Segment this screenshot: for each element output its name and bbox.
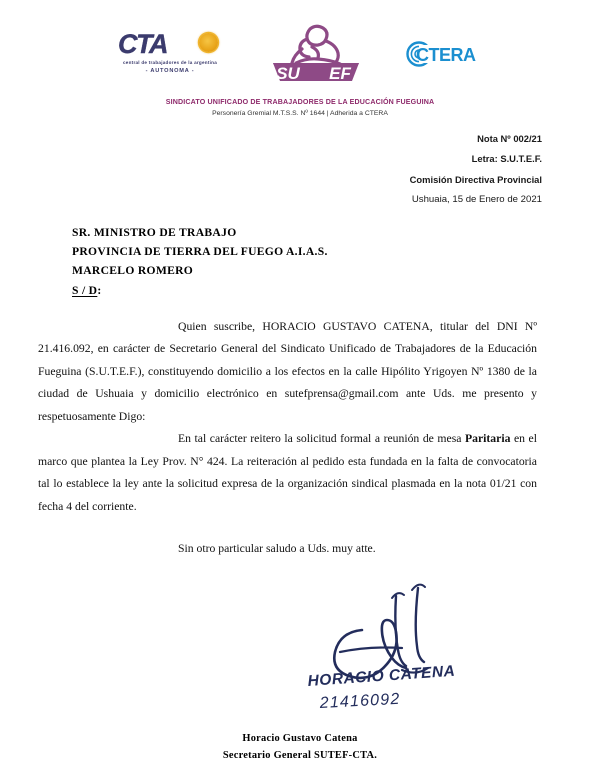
- body-paragraph-2: [38, 428, 537, 518]
- handwritten-dni-text: 21416092: [319, 691, 401, 713]
- nota-number: Nota Nº 002/21: [477, 133, 542, 144]
- letterhead-org-subtitle: Personería Gremial M.T.S.S. Nº 1644 | Adherida a CTERA: [212, 110, 388, 117]
- addressee-line-1: SR. MINISTRO DE TRABAJO: [72, 225, 237, 239]
- handwritten-name-text: HORACIO CATENA: [307, 663, 456, 691]
- sun-icon: [199, 33, 218, 52]
- place-and-date: Ushuaia, 15 de Enero de 2021: [411, 194, 542, 206]
- paritaria-emphasis: Paritaria: [464, 432, 511, 446]
- addressee-line-2: PROVINCIA DE TIERRA DEL FUEGO A.I.A.S.: [72, 244, 328, 258]
- addressee-sd-underlined: S / D: [72, 283, 98, 297]
- signature-area: [0, 574, 600, 724]
- letra-line: Letra: S.U.T.E.F.: [471, 153, 542, 165]
- body-paragraph-1: Quien suscribe, HORACIO GUSTAVO CATENA, titular del DNI Nº 21.416.092, en carácter de Secretario General del Sindicato Unificado de Trabajadores de la Educación Fueguina (S.U.T.E.F.), constituyendo domicilio a los efectos en la calle Hipólito Yrigoyen Nº 1380 de la ciudad de Ushuaia y domicilio electrónico en sutefprensa@gmail.com ante Uds. me presento y respetuosamente Digo:: [38, 319, 537, 423]
- reference-block: [0, 134, 600, 205]
- body-paragraph-2-pre: En tal carácter reitero la solicitud formal a reunión de mesa: [178, 432, 465, 446]
- cta-logo: [114, 30, 226, 78]
- cta-logo-subtitle-2: - AUTONOMA -: [145, 68, 195, 74]
- sutef-logo-text-right: EF: [329, 64, 351, 83]
- addressee-line-3: MARCELO ROMERO: [72, 263, 194, 277]
- cta-logo-wordmark: CTA: [118, 29, 167, 59]
- ctera-logo: [406, 41, 486, 67]
- body-paragraph-2-post: en el marco que plantea la Ley Prov. N° 424. La reiteración al pedido esta fundada en la falta de convocatoria tal lo establece la ley ante la solicitud expresa de la organización sindical plasmada en la nota 01/21 con fecha 4 del corriente.: [38, 432, 537, 513]
- signature-footer: [0, 730, 600, 764]
- comision-line: Comisión Directiva Provincial: [409, 173, 542, 185]
- cta-logo-subtitle-1: central de trabajadores de la argentina: [123, 60, 217, 65]
- signer-name: Horacio Gustavo Catena: [242, 733, 358, 745]
- addressee-sd-line: [72, 281, 102, 300]
- sutef-logo-text-left: SU: [276, 64, 300, 83]
- addressee-block: [0, 223, 600, 300]
- sutef-logo: [266, 23, 366, 85]
- letterhead-org-name: SINDICATO UNIFICADO DE TRABAJADORES DE LA EDUCACIÓN FUEGUINA: [165, 98, 435, 106]
- letterhead: [0, 0, 600, 120]
- logo-row: [0, 0, 600, 86]
- addressee-sd-colon: :: [97, 283, 102, 297]
- ctera-logo-wordmark: CTERA: [416, 45, 476, 65]
- signer-title: Secretario General SUTEF-CTA.: [222, 750, 378, 762]
- body-text: [0, 316, 600, 519]
- handwritten-signature: [300, 574, 490, 714]
- closing-line: Sin otro particular saludo a Uds. muy atte.: [178, 542, 376, 556]
